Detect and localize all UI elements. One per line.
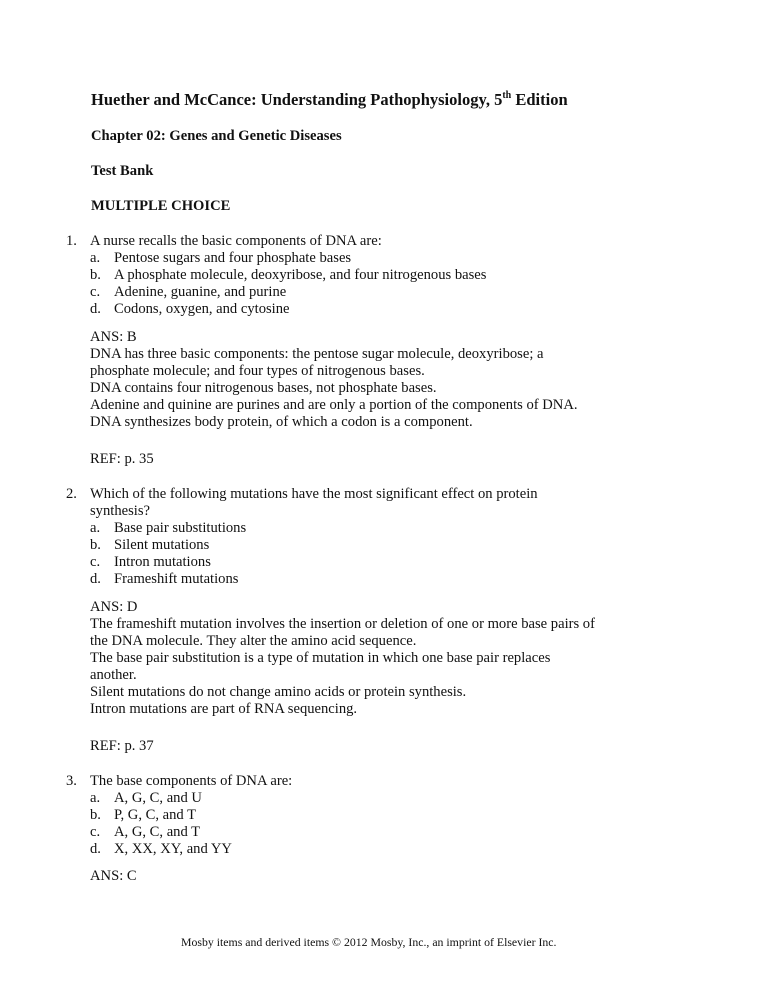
option-text: A phosphate molecule, deoxyribose, and four nitrogenous bases xyxy=(114,267,487,283)
option-letter: b. xyxy=(90,807,101,823)
answer-key: ANS: D xyxy=(90,599,138,615)
rationale-line: Intron mutations are part of RNA sequencing. xyxy=(90,701,358,717)
option-letter: a. xyxy=(90,520,101,536)
copyright-footer: Mosby items and derived items © 2012 Mosby, Inc., an imprint of Elsevier Inc. xyxy=(181,935,557,949)
option-text: X, XX, XY, and YY xyxy=(114,841,232,857)
option-text: Codons, oxygen, and cytosine xyxy=(114,301,290,317)
option-text: Pentose sugars and four phosphate bases xyxy=(114,250,352,266)
option-letter: b. xyxy=(90,537,101,553)
option-text: Adenine, guanine, and purine xyxy=(114,284,287,300)
rationale-line: Adenine and quinine are purines and are only a portion of the components of DNA. xyxy=(90,397,578,413)
option-letter: b. xyxy=(90,267,101,283)
document-title: Huether and McCance: Understanding Pathophysiology, 5th Edition xyxy=(91,89,568,109)
section-heading: MULTIPLE CHOICE xyxy=(91,198,231,214)
option-letter: d. xyxy=(90,571,101,587)
question-stem: The base components of DNA are: xyxy=(90,773,293,789)
answer-key: ANS: B xyxy=(90,329,137,345)
option-text: Silent mutations xyxy=(114,537,210,553)
option-letter: c. xyxy=(90,284,101,300)
question-number: 3. xyxy=(66,773,77,789)
page-reference: REF: p. 35 xyxy=(90,451,154,467)
option-letter: a. xyxy=(90,790,101,806)
rationale-line: DNA synthesizes body protein, of which a codon is a component. xyxy=(90,414,473,430)
option-letter: a. xyxy=(90,250,101,266)
option-letter: d. xyxy=(90,301,101,317)
option-letter: c. xyxy=(90,824,101,840)
page-reference: REF: p. 37 xyxy=(90,738,154,754)
option-text: A, G, C, and T xyxy=(114,824,201,840)
question-number: 1. xyxy=(66,233,77,249)
rationale-line: another. xyxy=(90,667,137,683)
option-text: Intron mutations xyxy=(114,554,211,570)
option-text: Frameshift mutations xyxy=(114,571,239,587)
question-number: 2. xyxy=(66,486,77,502)
option-text: P, G, C, and T xyxy=(114,807,197,823)
question-stem: synthesis? xyxy=(90,503,150,519)
test-bank-heading: Test Bank xyxy=(91,163,154,179)
rationale-line: The base pair substitution is a type of mutation in which one base pair replaces xyxy=(90,650,551,666)
option-text: A, G, C, and U xyxy=(114,790,202,806)
question-stem: A nurse recalls the basic components of DNA are: xyxy=(90,233,382,249)
question-stem: Which of the following mutations have the most significant effect on protein xyxy=(90,486,538,502)
option-letter: c. xyxy=(90,554,101,570)
rationale-line: the DNA molecule. They alter the amino acid sequence. xyxy=(90,633,417,649)
option-letter: d. xyxy=(90,841,101,857)
rationale-line: Silent mutations do not change amino acids or protein synthesis. xyxy=(90,684,467,700)
option-text: Base pair substitutions xyxy=(114,520,247,536)
answer-key: ANS: C xyxy=(90,868,137,884)
rationale-line: DNA has three basic components: the pentose sugar molecule, deoxyribose; a xyxy=(90,346,544,362)
chapter-heading: Chapter 02: Genes and Genetic Diseases xyxy=(91,128,342,144)
rationale-line: DNA contains four nitrogenous bases, not phosphate bases. xyxy=(90,380,437,396)
rationale-line: phosphate molecule; and four types of nitrogenous bases. xyxy=(90,363,425,379)
rationale-line: The frameshift mutation involves the insertion or deletion of one or more base pairs of xyxy=(90,616,595,632)
